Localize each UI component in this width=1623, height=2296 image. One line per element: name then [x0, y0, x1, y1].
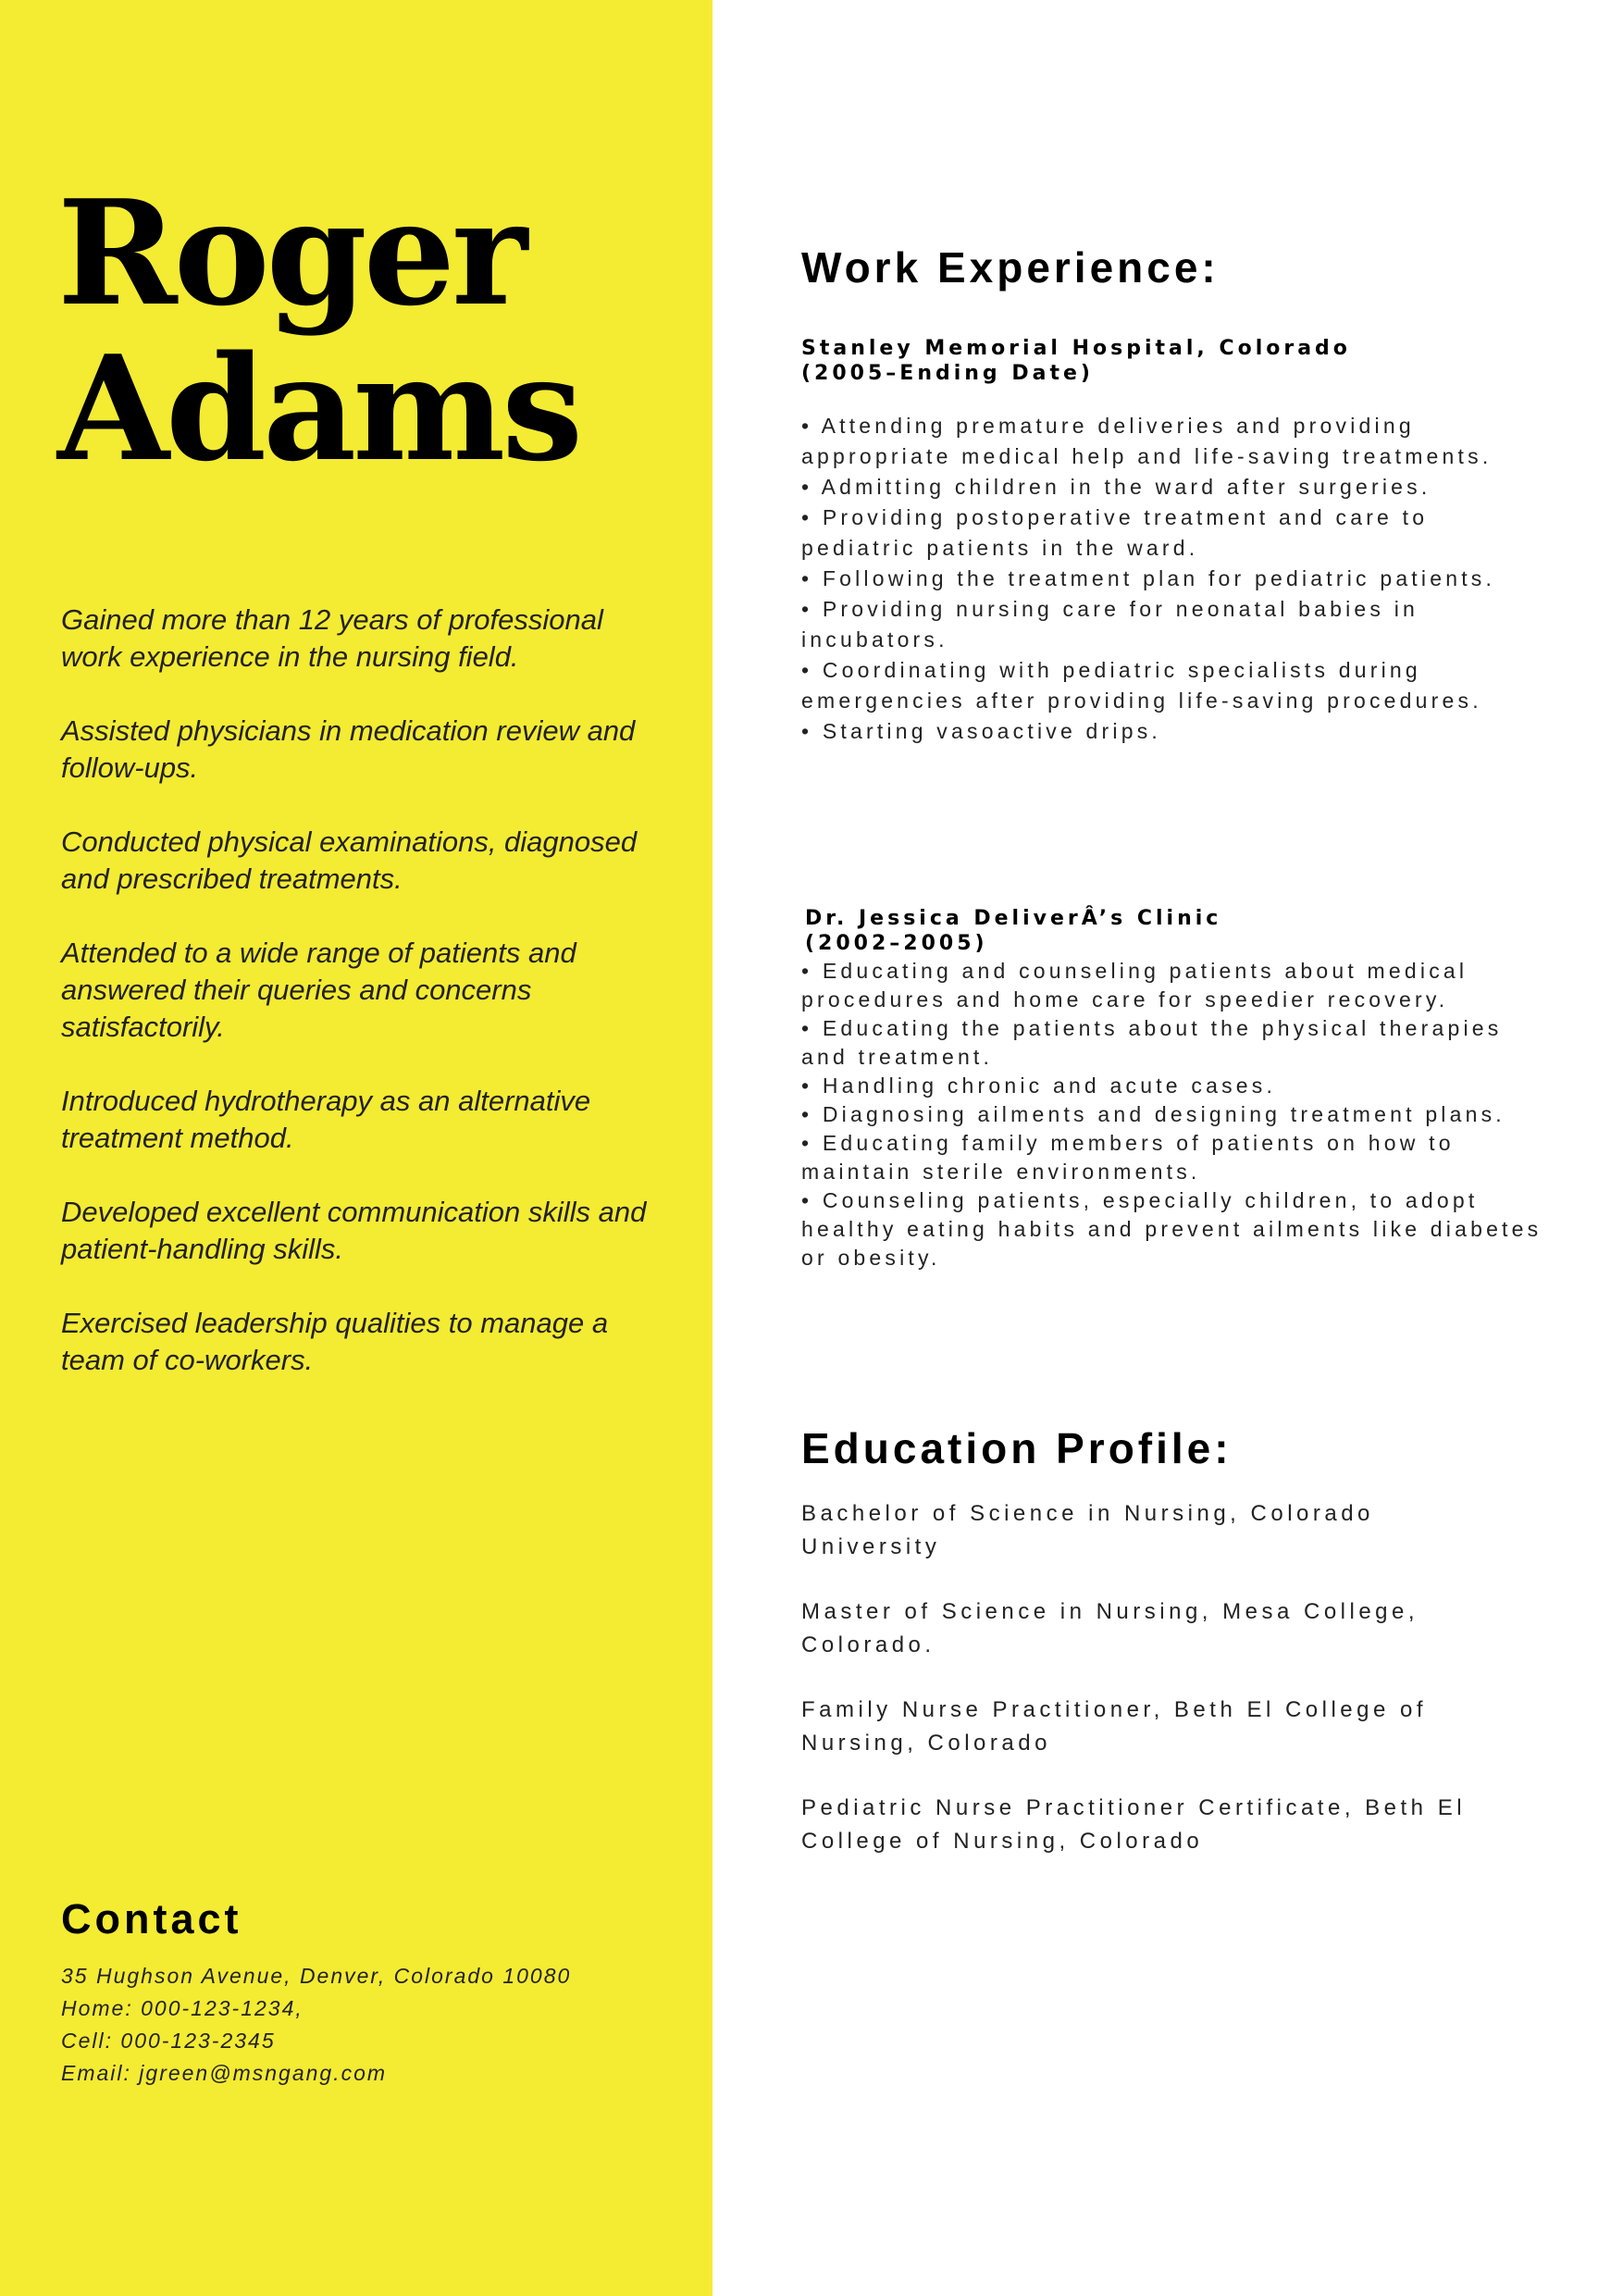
list-item: • Providing nursing care for neonatal babies in incubators. — [801, 597, 1419, 652]
first-name: Roger — [57, 168, 525, 338]
list-item: • Counseling patients, especially children, to adopt healthy eating habits and prevent ailments like diabetes or obesity. — [801, 1188, 1542, 1270]
list-item: • Handling chronic and acute cases. — [801, 1074, 1277, 1098]
summary-item: Assisted physicians in medication review and follow-ups. — [61, 714, 636, 784]
candidate-name — [57, 168, 580, 493]
profile-summary — [61, 602, 653, 1416]
summary-item: Attended to a wide range of patients and answered their queries and concerns satisfactorily. — [61, 937, 576, 1043]
summary-item: Gained more than 12 years of professional work experience in the nursing field. — [61, 603, 603, 673]
summary-item: Conducted physical examinations, diagnosed and prescribed treatments. — [61, 825, 638, 895]
list-item: • Following the treatment plan for pediatric patients. — [801, 566, 1496, 590]
list-item: • Educating and counseling patients about medical procedures and home care for speedier recovery. — [801, 959, 1468, 1011]
education-heading: Education Profile: — [801, 1424, 1233, 1472]
contact-address: 35 Hughson Avenue, Denver, Colorado 10080 — [61, 1964, 572, 1988]
education-item: Master of Science in Nursing, Mesa College, Colorado. — [801, 1599, 1419, 1657]
list-item: • Attending premature deliveries and providing appropriate medical help and life-saving treatments. — [801, 414, 1493, 468]
education-item: Family Nurse Practitioner, Beth El College of Nursing, Colorado — [801, 1697, 1428, 1756]
summary-item: Introduced hydrotherapy as an alternative treatment method. — [61, 1085, 591, 1154]
job-header — [805, 906, 1221, 956]
last-name: Adams — [57, 324, 580, 493]
contact-cell-phone: Cell: 000-123-2345 — [61, 2029, 276, 2053]
job-dates: (2005–Ending Date) — [801, 362, 1094, 385]
education-item: Pediatric Nurse Practitioner Certificate, Beth El College of Nursing, Colorado — [801, 1795, 1467, 1854]
education-list — [801, 1497, 1505, 1890]
list-item: • Educating the patients about the physical therapies and treatment. — [801, 1016, 1503, 1069]
job-employer: Dr. Jessica DeliverÂ’s Clinic — [805, 907, 1222, 930]
list-item: • Starting vasoactive drips. — [801, 719, 1161, 743]
work-experience-heading: Work Experience: — [801, 243, 1220, 292]
job-duties-list — [801, 957, 1551, 1272]
job-employer: Stanley Memorial Hospital, Colorado — [801, 337, 1351, 360]
education-item: Bachelor of Science in Nursing, Colorado University — [801, 1501, 1374, 1559]
contact-section — [61, 1895, 653, 2090]
job-dates: (2002–2005) — [805, 932, 988, 955]
list-item: • Educating family members of patients on how to maintain sterile environments. — [801, 1131, 1455, 1184]
job-header — [801, 336, 1351, 386]
summary-item: Exercised leadership qualities to manage a team of co-workers. — [61, 1307, 609, 1376]
list-item: • Coordinating with pediatric specialists during emergencies after providing life-saving procedures. — [801, 658, 1482, 713]
list-item: • Admitting children in the ward after surgeries. — [801, 475, 1431, 499]
list-item: • Diagnosing ailments and designing treatment plans. — [801, 1102, 1505, 1126]
contact-heading: Contact — [61, 1895, 242, 1942]
sidebar — [0, 0, 712, 2296]
job-duties-list — [801, 411, 1551, 747]
list-item: • Providing postoperative treatment and care to pediatric patients in the ward. — [801, 505, 1429, 560]
contact-home-phone: Home: 000-123-1234, — [61, 1996, 304, 2020]
summary-item: Developed excellent communication skills and patient-handling skills. — [61, 1196, 647, 1265]
contact-email: Email: jgreen@msngang.com — [61, 2061, 388, 2085]
